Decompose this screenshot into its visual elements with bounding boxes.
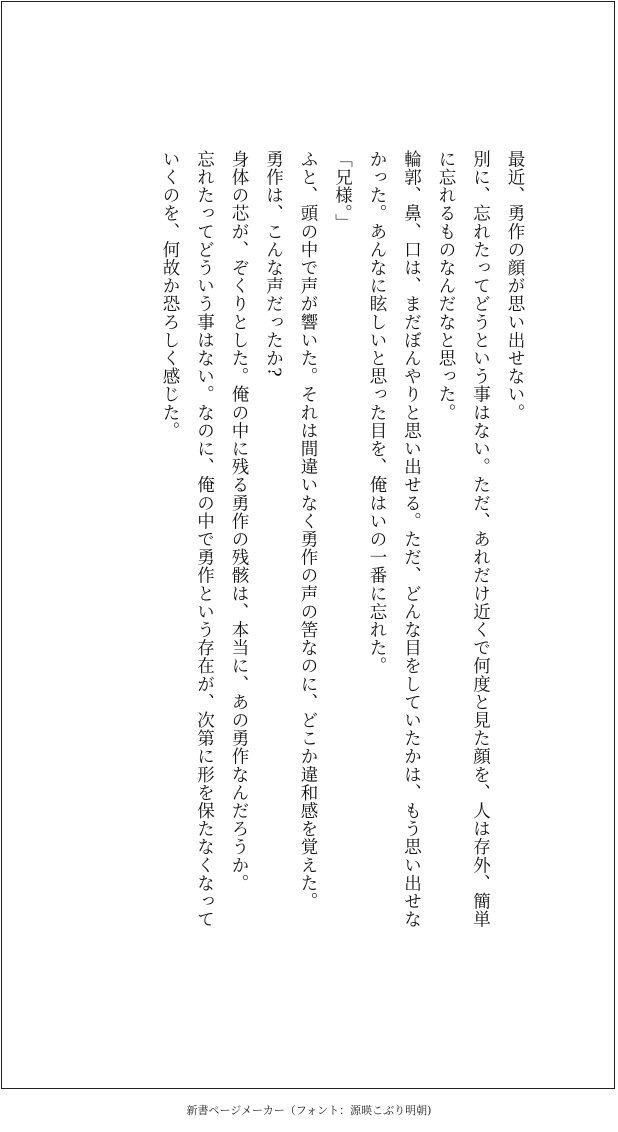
- paragraph: 忘れたってどういう事はない。なのに、俺の中で勇作という存在が、次第に形を保たなくなっていくのを、何故か恐ろしく感じた。: [160, 150, 215, 929]
- paragraph: 「兄様。」: [332, 150, 353, 232]
- paragraph: 身体の芯が、ぞくりとした。俺の中に残る勇作の残骸は、本当に、あの勇作なんだろうか。: [229, 150, 249, 893]
- paragraph: 輪郭、鼻、口は、まだぼんやりと思い出せる。ただ、どんな目をしていたかは、もう思い出せなかった。あんなに眩しいと思った目を、俺はいの一番に忘れた。: [367, 150, 422, 929]
- footer-caption: 新書ページメーカー（フォント：源暎こぶり明朝): [186, 1104, 432, 1117]
- vertical-text-body: [153, 150, 533, 940]
- paragraph: 別に、忘れたってどうという事はない。ただ、あれだけ近くで何度と見た顔を、人は存外、簡単に忘れるものなんだなと思った。: [436, 150, 491, 929]
- paragraph: ふと、頭の中で声が響いた。それは間違いなく勇作の声の筈なのに、どこか違和感を覚えた。: [298, 150, 318, 911]
- paragraph: 勇作は、こんな声だったか?: [263, 150, 284, 378]
- paragraph: 最近、勇作の顔が思い出せない。: [505, 150, 525, 422]
- page-frame: [1, 1, 615, 1089]
